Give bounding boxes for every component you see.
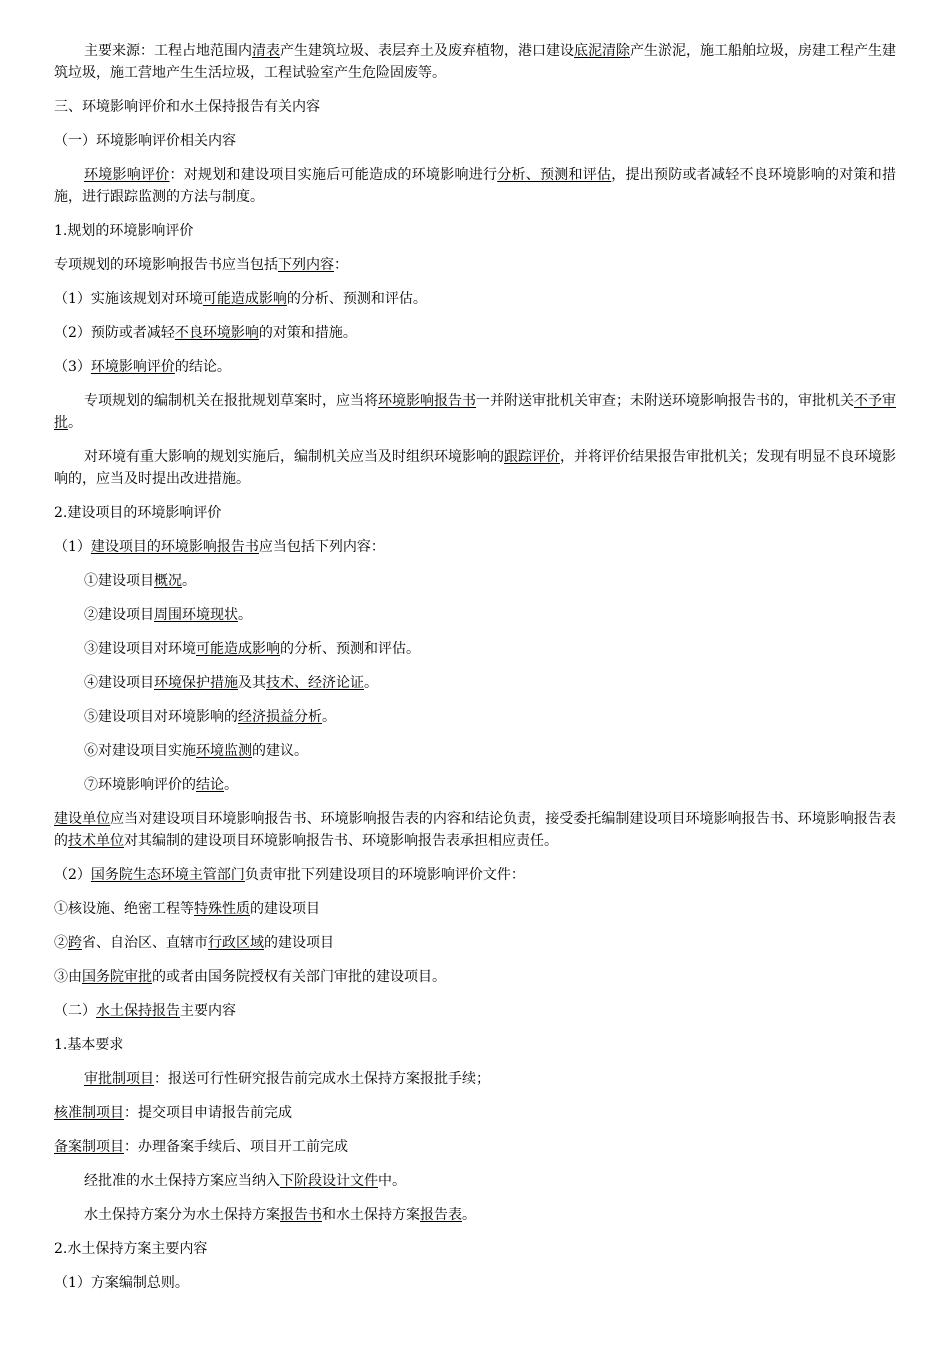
text-run: 中。 (378, 1173, 406, 1189)
underlined-term: 审批制项目 (84, 1071, 154, 1087)
underlined-term: 技术单位 (68, 833, 124, 849)
text-run: 。 (364, 675, 378, 691)
text-run: 水土保持方案分为水土保持方案 (84, 1207, 280, 1223)
paragraph (54, 356, 896, 378)
paragraph (54, 570, 896, 592)
text-run: ③建设项目对环境 (84, 641, 196, 657)
text-run: 。 (68, 415, 82, 431)
underlined-term: 国务院审批 (82, 969, 152, 985)
underlined-term: 可能造成影响 (202, 291, 287, 307)
paragraph (54, 1136, 896, 1158)
paragraph (54, 1034, 896, 1056)
text-run: 的或者由国务院授权有关部门审批的建设项目。 (152, 969, 446, 985)
paragraph (54, 446, 896, 490)
text-run: 和水土保持方案 (322, 1207, 420, 1223)
text-run: 应当包括下列内容： (258, 539, 385, 555)
underlined-term: 概况 (154, 573, 182, 589)
text-run: （1）方案编制总则。 (54, 1275, 189, 1291)
text-run: 。 (224, 777, 238, 793)
underlined-term: 建设单位 (54, 811, 111, 827)
text-run: 1.规划的环境影响评价 (54, 223, 194, 239)
paragraph (54, 220, 896, 242)
text-run: 。 (238, 607, 252, 623)
text-run: 的对策和措施。 (258, 325, 357, 341)
text-run: （1） (54, 539, 91, 555)
text-run: 产生建筑垃圾、表层弃土及废弃植物，港口建设 (280, 43, 574, 59)
underlined-term: 周围环境现状 (154, 607, 238, 623)
paragraph (54, 932, 896, 954)
text-run: 三、环境影响评价和水土保持报告有关内容 (54, 99, 320, 115)
underlined-term: 下阶段设计文件 (280, 1173, 378, 1189)
paragraph (54, 604, 896, 626)
paragraph (54, 1204, 896, 1226)
underlined-term: 经济损益分析 (238, 709, 322, 725)
underlined-term: 清表 (252, 43, 280, 59)
paragraph (54, 390, 896, 434)
text-run: 的建设项目 (264, 935, 334, 951)
text-run: 负责审批下列建设项目的环境影响评价文件： (244, 867, 525, 883)
paragraph (54, 164, 896, 208)
text-run: 。 (322, 709, 336, 725)
text-run: 专项规划的编制机关在报批规划草案时，应当将 (84, 393, 378, 409)
paragraph (54, 96, 896, 118)
underlined-term: 行政区域 (208, 935, 264, 951)
underlined-term: 报告表 (420, 1207, 462, 1223)
text-run: ⑦环境影响评价的 (84, 777, 196, 793)
text-run: 主要来源：工程占地范围内 (84, 43, 252, 59)
text-run: （2） (54, 867, 91, 883)
underlined-term: 不予审批 (54, 393, 896, 431)
paragraph (54, 1170, 896, 1192)
text-run: 。 (462, 1207, 476, 1223)
underlined-term: 可能造成影响 (196, 641, 280, 657)
text-run: ② (54, 935, 68, 951)
text-run: ：办理备案手续后、项目开工前完成 (124, 1139, 348, 1155)
text-run: ： (334, 257, 348, 273)
text-run: ：提交项目申请报告前完成 (124, 1105, 292, 1121)
text-run: 对其编制的建设项目环境影响报告书、环境影响报告表承担相应责任。 (124, 833, 558, 849)
paragraph (54, 130, 896, 152)
text-run: 省、自治区、直辖市 (82, 935, 208, 951)
underlined-term: 不良环境影响 (174, 325, 259, 341)
text-run: ⑥对建设项目实施 (84, 743, 196, 759)
text-run: 一并附送审批机关审查；未附送环境影响报告书的，审批机关 (476, 393, 854, 409)
text-run: 1.基本要求 (54, 1037, 124, 1053)
text-run: ⑤建设项目对环境影响的 (84, 709, 238, 725)
paragraph (54, 638, 896, 660)
underlined-term: 环境影响评价 (84, 167, 170, 183)
paragraph (54, 40, 896, 84)
text-run: （一）环境影响评价相关内容 (54, 133, 236, 149)
text-run: ，并将评价结果报告审批机关；发现有明显不良环境影响的，应当及时提出改进措施。 (54, 449, 896, 487)
underlined-term: 备案制项目 (54, 1139, 124, 1155)
text-run: 的建议。 (252, 743, 308, 759)
paragraph (54, 898, 896, 920)
text-run: （3） (54, 359, 91, 375)
text-run: ③由 (54, 969, 82, 985)
underlined-term: 建设项目的环境影响报告书 (90, 539, 259, 555)
underlined-term: 底泥清除 (574, 43, 630, 59)
underlined-term: 核准制项目 (54, 1105, 124, 1121)
text-run: （1）实施该规划对环境 (54, 291, 203, 307)
text-run: 经批准的水土保持方案应当纳入 (84, 1173, 280, 1189)
text-run: ，提出预防或者减轻不良环境影响的对策和措施，进行跟踪监测的方法与制度。 (54, 167, 896, 205)
text-run: 对环境有重大影响的规划实施后，编制机关应当及时组织环境影响的 (84, 449, 504, 465)
underlined-term: 环境保护措施 (154, 675, 238, 691)
underlined-term: 下列内容 (278, 257, 334, 273)
text-run: （二） (54, 1003, 96, 1019)
text-run: 的分析、预测和评估。 (280, 641, 420, 657)
paragraph (54, 1272, 896, 1294)
underlined-term: 水土保持报告 (96, 1003, 180, 1019)
paragraph (54, 536, 896, 558)
paragraph (54, 1238, 896, 1260)
paragraph (54, 672, 896, 694)
underlined-term: 环境监测 (196, 743, 252, 759)
underlined-term: 国务院生态环境主管部门 (90, 867, 245, 883)
paragraph (54, 740, 896, 762)
paragraph (54, 254, 896, 276)
text-run: 2.建设项目的环境影响评价 (54, 505, 222, 521)
underlined-term: 结论 (196, 777, 224, 793)
paragraph (54, 502, 896, 524)
underlined-term: 分析、预测和评估 (497, 167, 612, 183)
text-run: 主要内容 (180, 1003, 236, 1019)
text-run: ④建设项目 (84, 675, 154, 691)
text-run: 应当对建设项目环境影响报告书、环境影响报告表的内容和结论负责，接受委托编制建设项目环境影响报告书、环境影响报告表的 (54, 811, 897, 849)
paragraph (54, 1102, 896, 1124)
text-run: ①核设施、绝密工程等 (54, 901, 194, 917)
paragraph (54, 1000, 896, 1022)
paragraph (54, 288, 896, 310)
text-run: 产生淤泥，施工船舶垃圾，房建工程产生建筑垃圾，施工营地产生生活垃圾，工程试验室产生危险固废等。 (54, 43, 896, 81)
underlined-term: 环境影响评价 (90, 359, 175, 375)
text-run: 的建设项目 (250, 901, 320, 917)
paragraph (54, 808, 896, 852)
underlined-term: 报告书 (280, 1207, 322, 1223)
underlined-term: 特殊性质 (194, 901, 250, 917)
paragraph (54, 864, 896, 886)
text-run: ②建设项目 (84, 607, 154, 623)
underlined-term: 跟踪评价 (504, 449, 560, 465)
underlined-term: 环境影响报告书 (378, 393, 476, 409)
text-run: 及其 (238, 675, 266, 691)
text-run: 2.水土保持方案主要内容 (54, 1241, 208, 1257)
underlined-term: 技术、经济论证 (266, 675, 364, 691)
text-run: 的分析、预测和评估。 (286, 291, 427, 307)
text-run: （2）预防或者减轻 (54, 325, 175, 341)
text-run: ：对规划和建设项目实施后可能造成的环境影响进行 (169, 167, 498, 183)
paragraph (54, 774, 896, 796)
paragraph (54, 1068, 896, 1090)
paragraph (54, 322, 896, 344)
text-run: ：报送可行性研究报告前完成水土保持方案报批手续； (154, 1071, 490, 1087)
underlined-term: 跨 (68, 935, 82, 951)
text-run: 专项规划的环境影响报告书应当包括 (54, 257, 278, 273)
paragraph (54, 706, 896, 728)
paragraph (54, 966, 896, 988)
text-run: 的结论。 (174, 359, 231, 375)
text-run: 。 (182, 573, 196, 589)
text-run: ①建设项目 (84, 573, 154, 589)
